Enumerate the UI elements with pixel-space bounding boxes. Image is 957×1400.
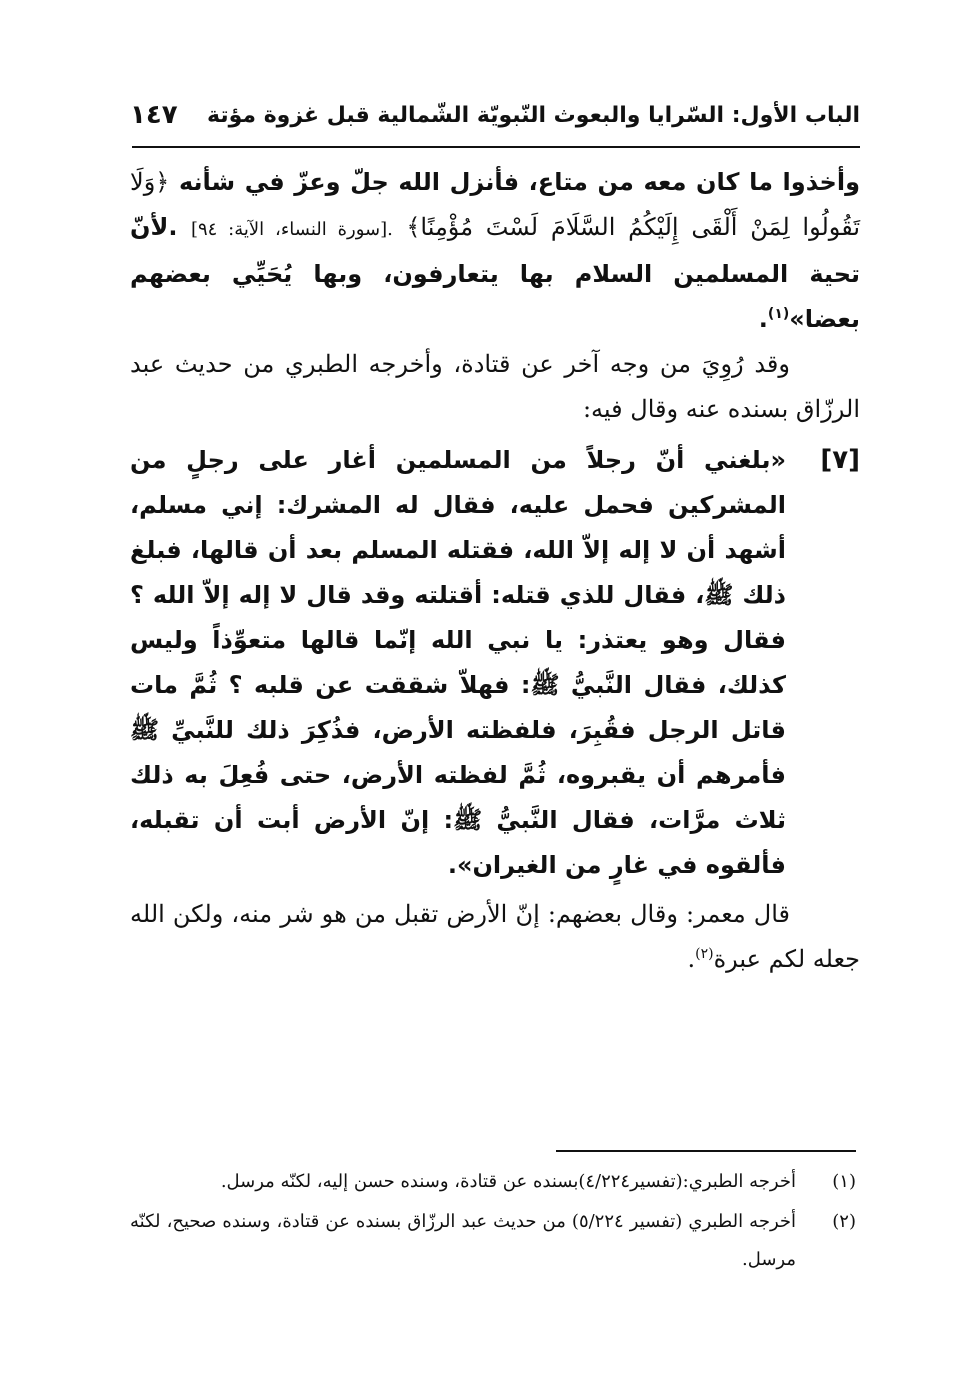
intro-lead: وأخذوا ما كان معه من متاع، فأنزل الله جلّ وعزّ في شأنه <box>178 168 861 196</box>
footnotes <box>130 1163 856 1281</box>
footnote-divider <box>556 1150 856 1152</box>
running-header <box>130 95 860 135</box>
main-text <box>130 160 860 982</box>
footnote-1-marker: (١) <box>832 1171 856 1192</box>
intro-paragraph <box>130 160 860 342</box>
footnote-1-text: أخرجه الطبري:(تفسير٤/٢٢٤)بسنده عن قتادة، وسنده حسن إليه، لكنّه مرسل. <box>220 1171 796 1192</box>
closing-end: . <box>687 945 696 973</box>
footnote-2 <box>130 1203 856 1279</box>
footnote-2-text: أخرجه الطبري (تفسير ٥/٢٢٤) من حديث عبد الرزّاق بسنده عن قتادة، وسنده صحيح، لكنّه مرسل. <box>130 1211 797 1270</box>
narration-paragraph <box>130 342 860 432</box>
quran-verse: ﴿وَلَا تَقُولُوا لِمَنْ أَلْقَى إِلَيْكُمُ السَّلَامَ لَسْتَ مُؤْمِنًا﴾ <box>130 168 861 241</box>
footnote-mark-2[interactable]: (٢) <box>695 946 714 962</box>
narration-text: وقد رُوِيَ من وجه آخر عن قتادة، وأخرجه الطبري من حديث عبد الرزّاق بسنده عنه وقال فيه: <box>130 350 860 423</box>
hadith-number: [٧] <box>820 445 860 475</box>
footnote-mark-1[interactable]: (١) <box>767 306 790 322</box>
chapter-title: الباب الأول: السّرايا والبعوث النّبويّة الشّمالية قبل غزوة مؤتة <box>207 102 860 128</box>
intro-end: . <box>758 305 768 333</box>
footnote-2-marker: (٢) <box>832 1211 856 1232</box>
closing-text: قال معمر: وقال بعضهم: إنّ الأرض تقبل من هو شر منه، ولكن الله جعله لكم عبرة <box>130 900 860 973</box>
intro-continuation: .لأنّ تحية المسلمين السلام بها يتعارفون، وبها يُحَيِّي بعضهم بعضا» <box>130 213 860 333</box>
page-number: ١٤٧ <box>130 100 178 130</box>
hadith-block <box>130 438 860 888</box>
closing-paragraph <box>130 892 860 982</box>
quran-reference: .[سورة النساء، الآية: ٩٤] <box>190 219 393 240</box>
hadith-text: «بلغني أنّ رجلاً من المسلمين أغار على رجلٍ من المشركين فحمل عليه، فقال له المشرك: إني مسلم، أشهد أن لا إله إلاّ الله، فقتله المسلم بعد أن قالها، فبلغ ذلك ﷺ، فقال للذي قتله: أقتلته وقد قال لا إله إلاّ الله ؟ فقال وهو يعتذر: يا نبي الله إنّما قالها متعوِّذاً وليس كذلك، فقال النَّبيُّ ﷺ: فهلاّ شققت عن قلبه ؟ ثُمَّ مات قاتل الرجل فقُبِرَ، فلفظته الأرض، فذُكِرَ ذلك للنَّبيِّ ﷺ فأمرهم أن يقبروه، ثُمَّ لفظته الأرض، حتى فُعِلَ به ذلك ثلاث مرَّات، فقال النَّبيُّ ﷺ: إنّ الأرض أبت أن تقبله، فألقوه في غارٍ من الغيران». <box>130 446 786 879</box>
header-divider <box>132 146 860 148</box>
footnote-1 <box>130 1163 856 1201</box>
